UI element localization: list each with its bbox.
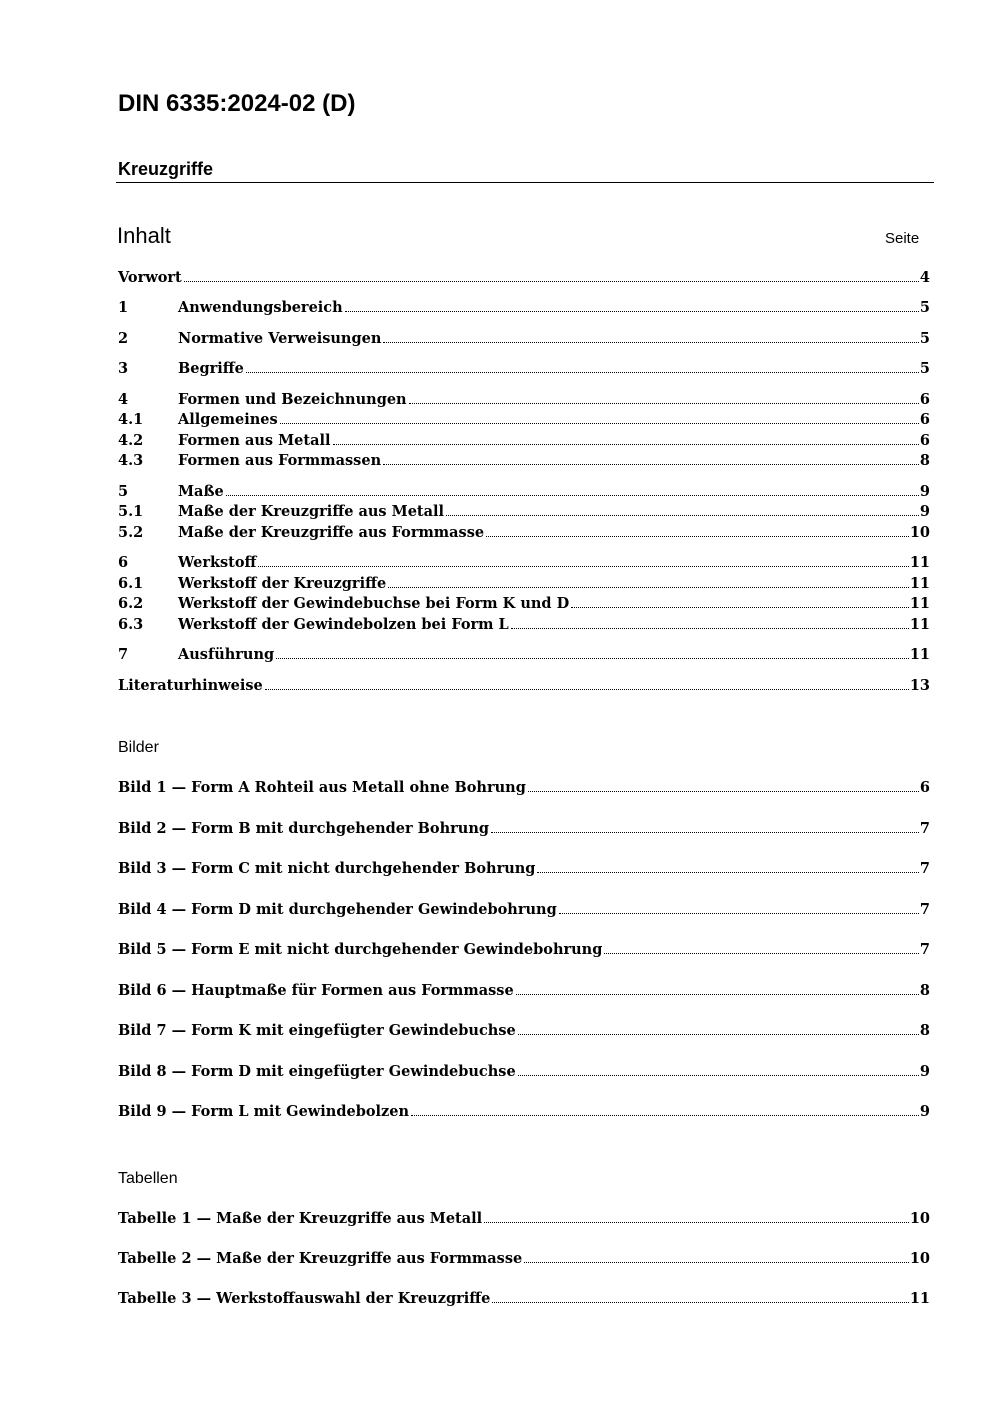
toc-entry-7[interactable] (118, 645, 930, 665)
figure-entry-2[interactable] (118, 819, 930, 839)
dot-leader (571, 607, 909, 608)
table-entry-page: 10 (909, 1250, 930, 1267)
toc-entry-label: Literaturhinweise (118, 677, 263, 694)
dot-leader (604, 953, 919, 954)
figure-entry-page: 9 (919, 1103, 930, 1120)
toc-entry-4[interactable] (118, 390, 930, 410)
figure-entry-9[interactable] (118, 1102, 930, 1122)
toc-entry-5[interactable] (118, 482, 930, 502)
figures-heading: Bilder (118, 739, 159, 756)
toc-entry-page: 6 (919, 391, 930, 408)
dot-leader (486, 536, 909, 537)
dot-leader (258, 566, 908, 567)
dot-leader (518, 1075, 919, 1076)
figure-entry-label: Bild 4 — Form D mit durchgehender Gewindebohrung (118, 901, 557, 918)
table-entry-page: 10 (909, 1210, 930, 1227)
figure-entry-8[interactable] (118, 1062, 930, 1082)
dot-leader (516, 994, 919, 995)
toc-entry-vorwort[interactable] (118, 268, 930, 288)
toc-entry-number: 4.2 (118, 432, 144, 449)
dot-leader (345, 311, 919, 312)
figure-entry-page: 7 (919, 820, 930, 837)
dot-leader (383, 342, 919, 343)
toc-entry-number: 4.1 (118, 411, 144, 428)
figure-entry-4[interactable] (118, 900, 930, 920)
dot-leader (333, 444, 919, 445)
toc-entry-label: Werkstoff der Gewindebuchse bei Form K und D (178, 595, 570, 612)
toc-entry-6[interactable] (118, 553, 930, 573)
toc-entry-label: Formen aus Formmassen (178, 452, 382, 469)
toc-entry-2[interactable] (118, 329, 930, 349)
toc-entry-label: Normative Verweisungen (178, 330, 382, 347)
toc-entry-page: 9 (919, 483, 930, 500)
dot-leader (388, 587, 909, 588)
table-entry-label: Tabelle 1 — Maße der Kreuzgriffe aus Metall (118, 1210, 483, 1227)
figure-entry-1[interactable] (118, 778, 930, 798)
dot-leader (518, 1034, 919, 1035)
figure-entry-6[interactable] (118, 981, 930, 1001)
table-entry-1[interactable] (118, 1209, 930, 1229)
toc-entry-4-1[interactable] (118, 410, 930, 430)
figure-entry-label: Bild 9 — Form L mit Gewindebolzen (118, 1103, 410, 1120)
toc-heading: Inhalt (117, 223, 171, 248)
figure-entry-3[interactable] (118, 859, 930, 879)
toc-entry-number: 5 (118, 483, 129, 500)
figure-entry-label: Bild 2 — Form B mit durchgehender Bohrung (118, 820, 489, 837)
table-entry-2[interactable] (118, 1249, 930, 1269)
toc-entry-page: 6 (919, 432, 930, 449)
toc-entry-page: 8 (919, 452, 930, 469)
dot-leader (484, 1222, 909, 1223)
toc-entry-3[interactable] (118, 359, 930, 379)
dot-leader (524, 1262, 909, 1263)
toc-entry-label: Maße (178, 483, 224, 500)
toc-entry-label: Werkstoff (178, 554, 257, 571)
toc-entry-number: 4.3 (118, 452, 144, 469)
toc-entry-label: Ausführung (178, 646, 275, 663)
toc-entry-page: 5 (919, 299, 930, 316)
figure-entry-label: Bild 1 — Form A Rohteil aus Metall ohne Bohrung (118, 779, 526, 796)
dot-leader (265, 689, 909, 690)
dot-leader (528, 791, 919, 792)
figure-entry-page: 7 (919, 941, 930, 958)
toc-entry-6-3[interactable] (118, 615, 930, 635)
toc-entry-label: Werkstoff der Gewindebolzen bei Form L (178, 616, 509, 633)
title-rule (116, 182, 934, 183)
toc-entry-number: 3 (118, 360, 129, 377)
toc-entry-label: Anwendungsbereich (178, 299, 343, 316)
toc-entry-page: 5 (919, 360, 930, 377)
figure-entry-page: 9 (919, 1063, 930, 1080)
figure-entry-page: 8 (919, 1022, 930, 1039)
toc-entry-number: 4 (118, 391, 129, 408)
table-entry-label: Tabelle 3 — Werkstoffauswahl der Kreuzgriffe (118, 1290, 491, 1307)
toc-entry-page: 11 (909, 595, 930, 612)
dot-leader (491, 832, 919, 833)
dot-leader (226, 495, 919, 496)
toc-entry-number: 2 (118, 330, 129, 347)
tables-heading: Tabellen (118, 1170, 178, 1187)
document-title: Kreuzgriffe (118, 159, 214, 179)
table-entry-page: 11 (909, 1290, 930, 1307)
toc-entry-number: 7 (118, 646, 129, 663)
toc-entry-page: 11 (909, 646, 930, 663)
toc-entry-page: 13 (909, 677, 930, 694)
toc-entry-label: Maße der Kreuzgriffe aus Metall (178, 503, 445, 520)
table-entry-3[interactable] (118, 1289, 930, 1309)
toc-entry-page: 9 (919, 503, 930, 520)
toc-entry-4-3[interactable] (118, 451, 930, 471)
figure-entry-label: Bild 6 — Hauptmaße für Formen aus Formmasse (118, 982, 514, 999)
dot-leader (184, 281, 919, 282)
toc-entry-page: 4 (919, 269, 930, 286)
toc-entry-6-2[interactable] (118, 594, 930, 614)
toc-entry-page: 11 (909, 616, 930, 633)
dot-leader (276, 658, 909, 659)
figure-entry-7[interactable] (118, 1021, 930, 1041)
table-entry-label: Tabelle 2 — Maße der Kreuzgriffe aus Formmasse (118, 1250, 523, 1267)
toc-entry-label: Begriffe (178, 360, 244, 377)
toc-entry-page: 5 (919, 330, 930, 347)
document-id: DIN 6335:2024-02 (D) (118, 90, 356, 117)
toc-entry-1[interactable] (118, 298, 930, 318)
dot-leader (492, 1302, 908, 1303)
figure-entry-page: 7 (919, 901, 930, 918)
toc-entry-number: 5.1 (118, 503, 144, 520)
toc-entry-number: 6.3 (118, 616, 144, 633)
toc-entry-page: 11 (909, 554, 930, 571)
toc-entry-5-2[interactable] (118, 523, 930, 543)
dot-leader (446, 515, 919, 516)
figure-entry-label: Bild 8 — Form D mit eingefügter Gewindebuchse (118, 1063, 516, 1080)
dot-leader (409, 403, 919, 404)
figure-entry-page: 6 (919, 779, 930, 796)
figure-entry-page: 8 (919, 982, 930, 999)
dot-leader (559, 913, 919, 914)
figure-entry-label: Bild 3 — Form C mit nicht durchgehender Bohrung (118, 860, 536, 877)
toc-entry-number: 5.2 (118, 524, 144, 541)
toc-entry-6-1[interactable] (118, 574, 930, 594)
toc-entry-label: Vorwort (118, 269, 182, 286)
dot-leader (383, 464, 919, 465)
figure-entry-page: 7 (919, 860, 930, 877)
page-column-label: Seite (885, 230, 920, 247)
figure-entry-label: Bild 5 — Form E mit nicht durchgehender Gewindebohrung (118, 941, 603, 958)
figure-entry-label: Bild 7 — Form K mit eingefügter Gewindebuchse (118, 1022, 516, 1039)
toc-entry-4-2[interactable] (118, 431, 930, 451)
toc-entry-literaturhinweise[interactable] (118, 676, 930, 696)
toc-entry-page: 6 (919, 411, 930, 428)
toc-entry-label: Allgemeines (178, 411, 278, 428)
dot-leader (511, 628, 909, 629)
toc-entry-number: 6.2 (118, 595, 144, 612)
toc-entry-page: 11 (909, 575, 930, 592)
toc-entry-number: 6 (118, 554, 129, 571)
toc-entry-page: 10 (909, 524, 930, 541)
figure-entry-5[interactable] (118, 940, 930, 960)
toc-entry-label: Formen und Bezeichnungen (178, 391, 407, 408)
dot-leader (537, 872, 918, 873)
toc-entry-5-1[interactable] (118, 502, 930, 522)
toc-entry-number: 1 (118, 299, 129, 316)
dot-leader (280, 423, 919, 424)
toc-entry-number: 6.1 (118, 575, 144, 592)
toc-entry-label: Werkstoff der Kreuzgriffe (178, 575, 387, 592)
toc-entry-label: Formen aus Metall (178, 432, 331, 449)
dot-leader (411, 1115, 919, 1116)
dot-leader (246, 372, 919, 373)
toc-entry-label: Maße der Kreuzgriffe aus Formmasse (178, 524, 485, 541)
